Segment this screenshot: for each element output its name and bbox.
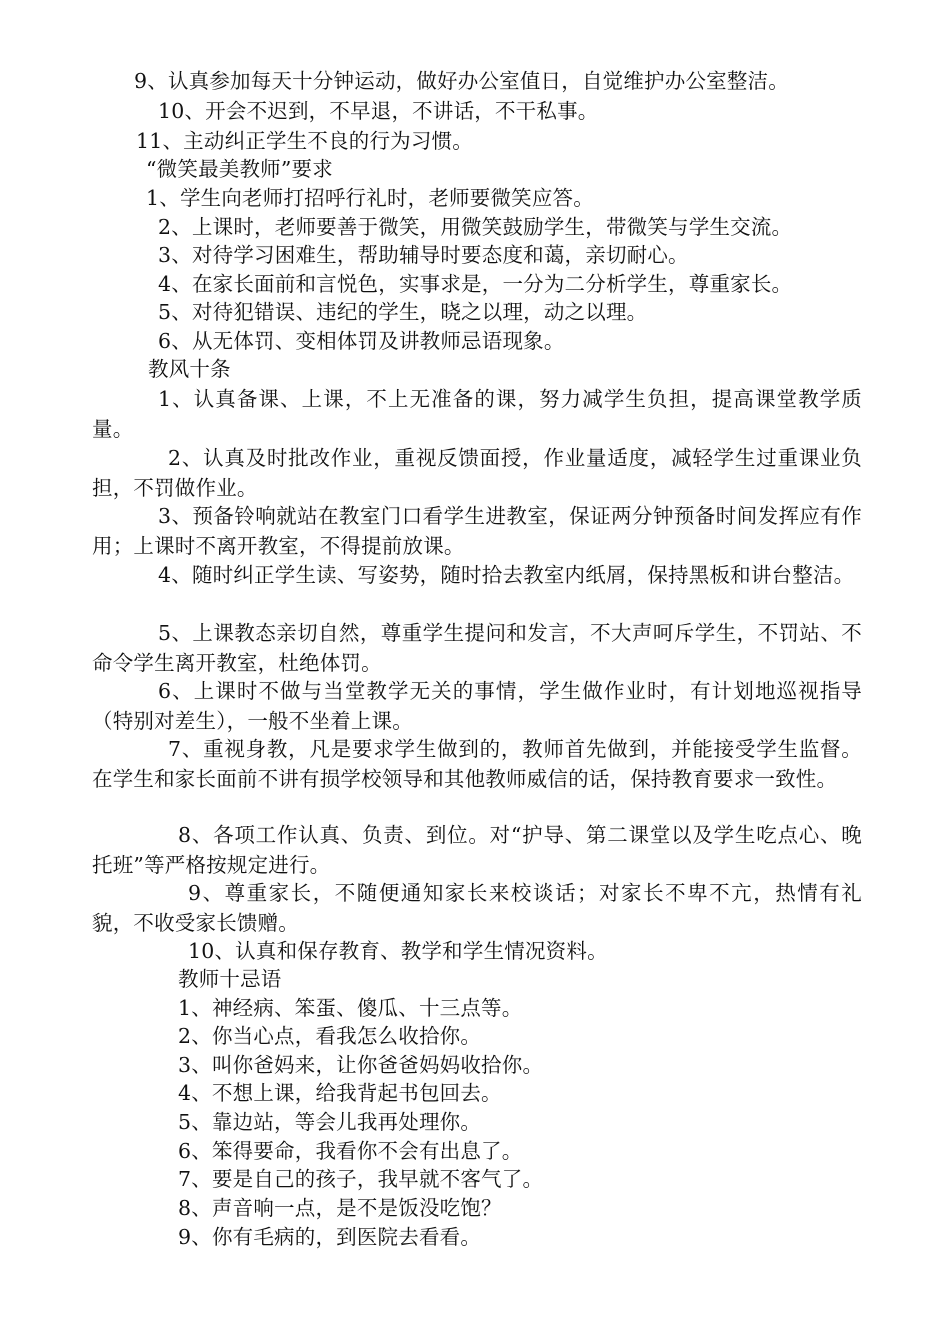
style-section-heading: 教风十条 <box>148 357 231 381</box>
smile-item-4: 4、在家长面前和言悦色，实事求是，一分为二分析学生，尊重家长。 <box>158 272 793 296</box>
style-rule-7: 7、重视身教，凡是要求学生做到的，教师首先做到，并能接受学生监督。在学生和家长面前不讲有损学校领导和其他教师威信的话，保持教育要求一致性。 <box>92 737 862 791</box>
taboo-item-9: 9、你有毛病的，到医院去看看。 <box>178 1225 482 1249</box>
taboo-item-1: 1、神经病、笨蛋、傻瓜、十三点等。 <box>178 996 523 1020</box>
style-rule-4: 4、随时纠正学生读、写姿势，随时拾去教室内纸屑，保持黑板和讲台整洁。 <box>158 563 855 587</box>
taboo-item-5: 5、靠边站，等会儿我再处理你。 <box>178 1110 482 1134</box>
taboo-item-6: 6、笨得要命，我看你不会有出息了。 <box>178 1139 523 1163</box>
office-rule-10: 10、开会不迟到，不早退，不讲话，不干私事。 <box>158 99 599 123</box>
smile-item-2: 2、上课时，老师要善于微笑，用微笑鼓励学生，带微笑与学生交流。 <box>158 215 793 239</box>
taboo-section-heading: 教师十忌语 <box>178 967 282 991</box>
taboo-item-7: 7、要是自己的孩子，我早就不客气了。 <box>178 1167 544 1191</box>
taboo-item-2: 2、你当心点，看我怎么收拾你。 <box>178 1024 482 1048</box>
style-rule-9: 9、尊重家长，不随便通知家长来校谈话；对家长不卑不亢，热情有礼貌，不收受家长馈赠。 <box>92 881 862 935</box>
taboo-item-3: 3、叫你爸妈来，让你爸爸妈妈收拾你。 <box>178 1053 544 1077</box>
smile-item-5: 5、对待犯错误、违纪的学生，晓之以理，动之以理。 <box>158 300 648 324</box>
office-rule-9: 9、认真参加每天十分钟运动，做好办公室值日，自觉维护办公室整洁。 <box>134 69 789 93</box>
style-rule-2: 2、认真及时批改作业，重视反馈面授，作业量适度，减轻学生过重课业负担，不罚做作业。 <box>92 446 862 500</box>
smile-item-1: 1、学生向老师打招呼行礼时，老师要微笑应答。 <box>146 186 594 210</box>
taboo-item-4: 4、不想上课，给我背起书包回去。 <box>178 1081 502 1105</box>
office-rule-11: 11、主动纠正学生不良的行为习惯。 <box>136 129 473 153</box>
smile-section-heading: “微笑最美教师”要求 <box>146 157 333 181</box>
style-rule-3: 3、预备铃响就站在教室门口看学生进教室，保证两分钟预备时间发挥应有作用；上课时不离开教室，不得提前放课。 <box>92 504 862 558</box>
style-rule-5: 5、上课教态亲切自然，尊重学生提问和发言，不大声呵斥学生，不罚站、不命令学生离开教室，杜绝体罚。 <box>92 621 862 675</box>
style-rule-6: 6、上课时不做与当堂教学无关的事情，学生做作业时，有计划地巡视指导（特别对差生），一般不坐着上课。 <box>92 679 862 733</box>
smile-item-3: 3、对待学习困难生，帮助辅导时要态度和蔼，亲切耐心。 <box>158 243 689 267</box>
smile-item-6: 6、从无体罚、变相体罚及讲教师忌语现象。 <box>158 329 565 353</box>
style-rule-1: 1、认真备课、上课，不上无准备的课，努力减学生负担，提高课堂教学质量。 <box>92 387 862 441</box>
style-rule-10: 10、认真和保存教育、教学和学生情况资料。 <box>188 939 608 963</box>
taboo-item-8: 8、声音响一点，是不是饭没吃饱？ <box>178 1196 502 1220</box>
style-rule-8: 8、各项工作认真、负责、到位。对“护导、第二课堂以及学生吃点心、晚托班”等严格按规定进行。 <box>92 823 862 877</box>
